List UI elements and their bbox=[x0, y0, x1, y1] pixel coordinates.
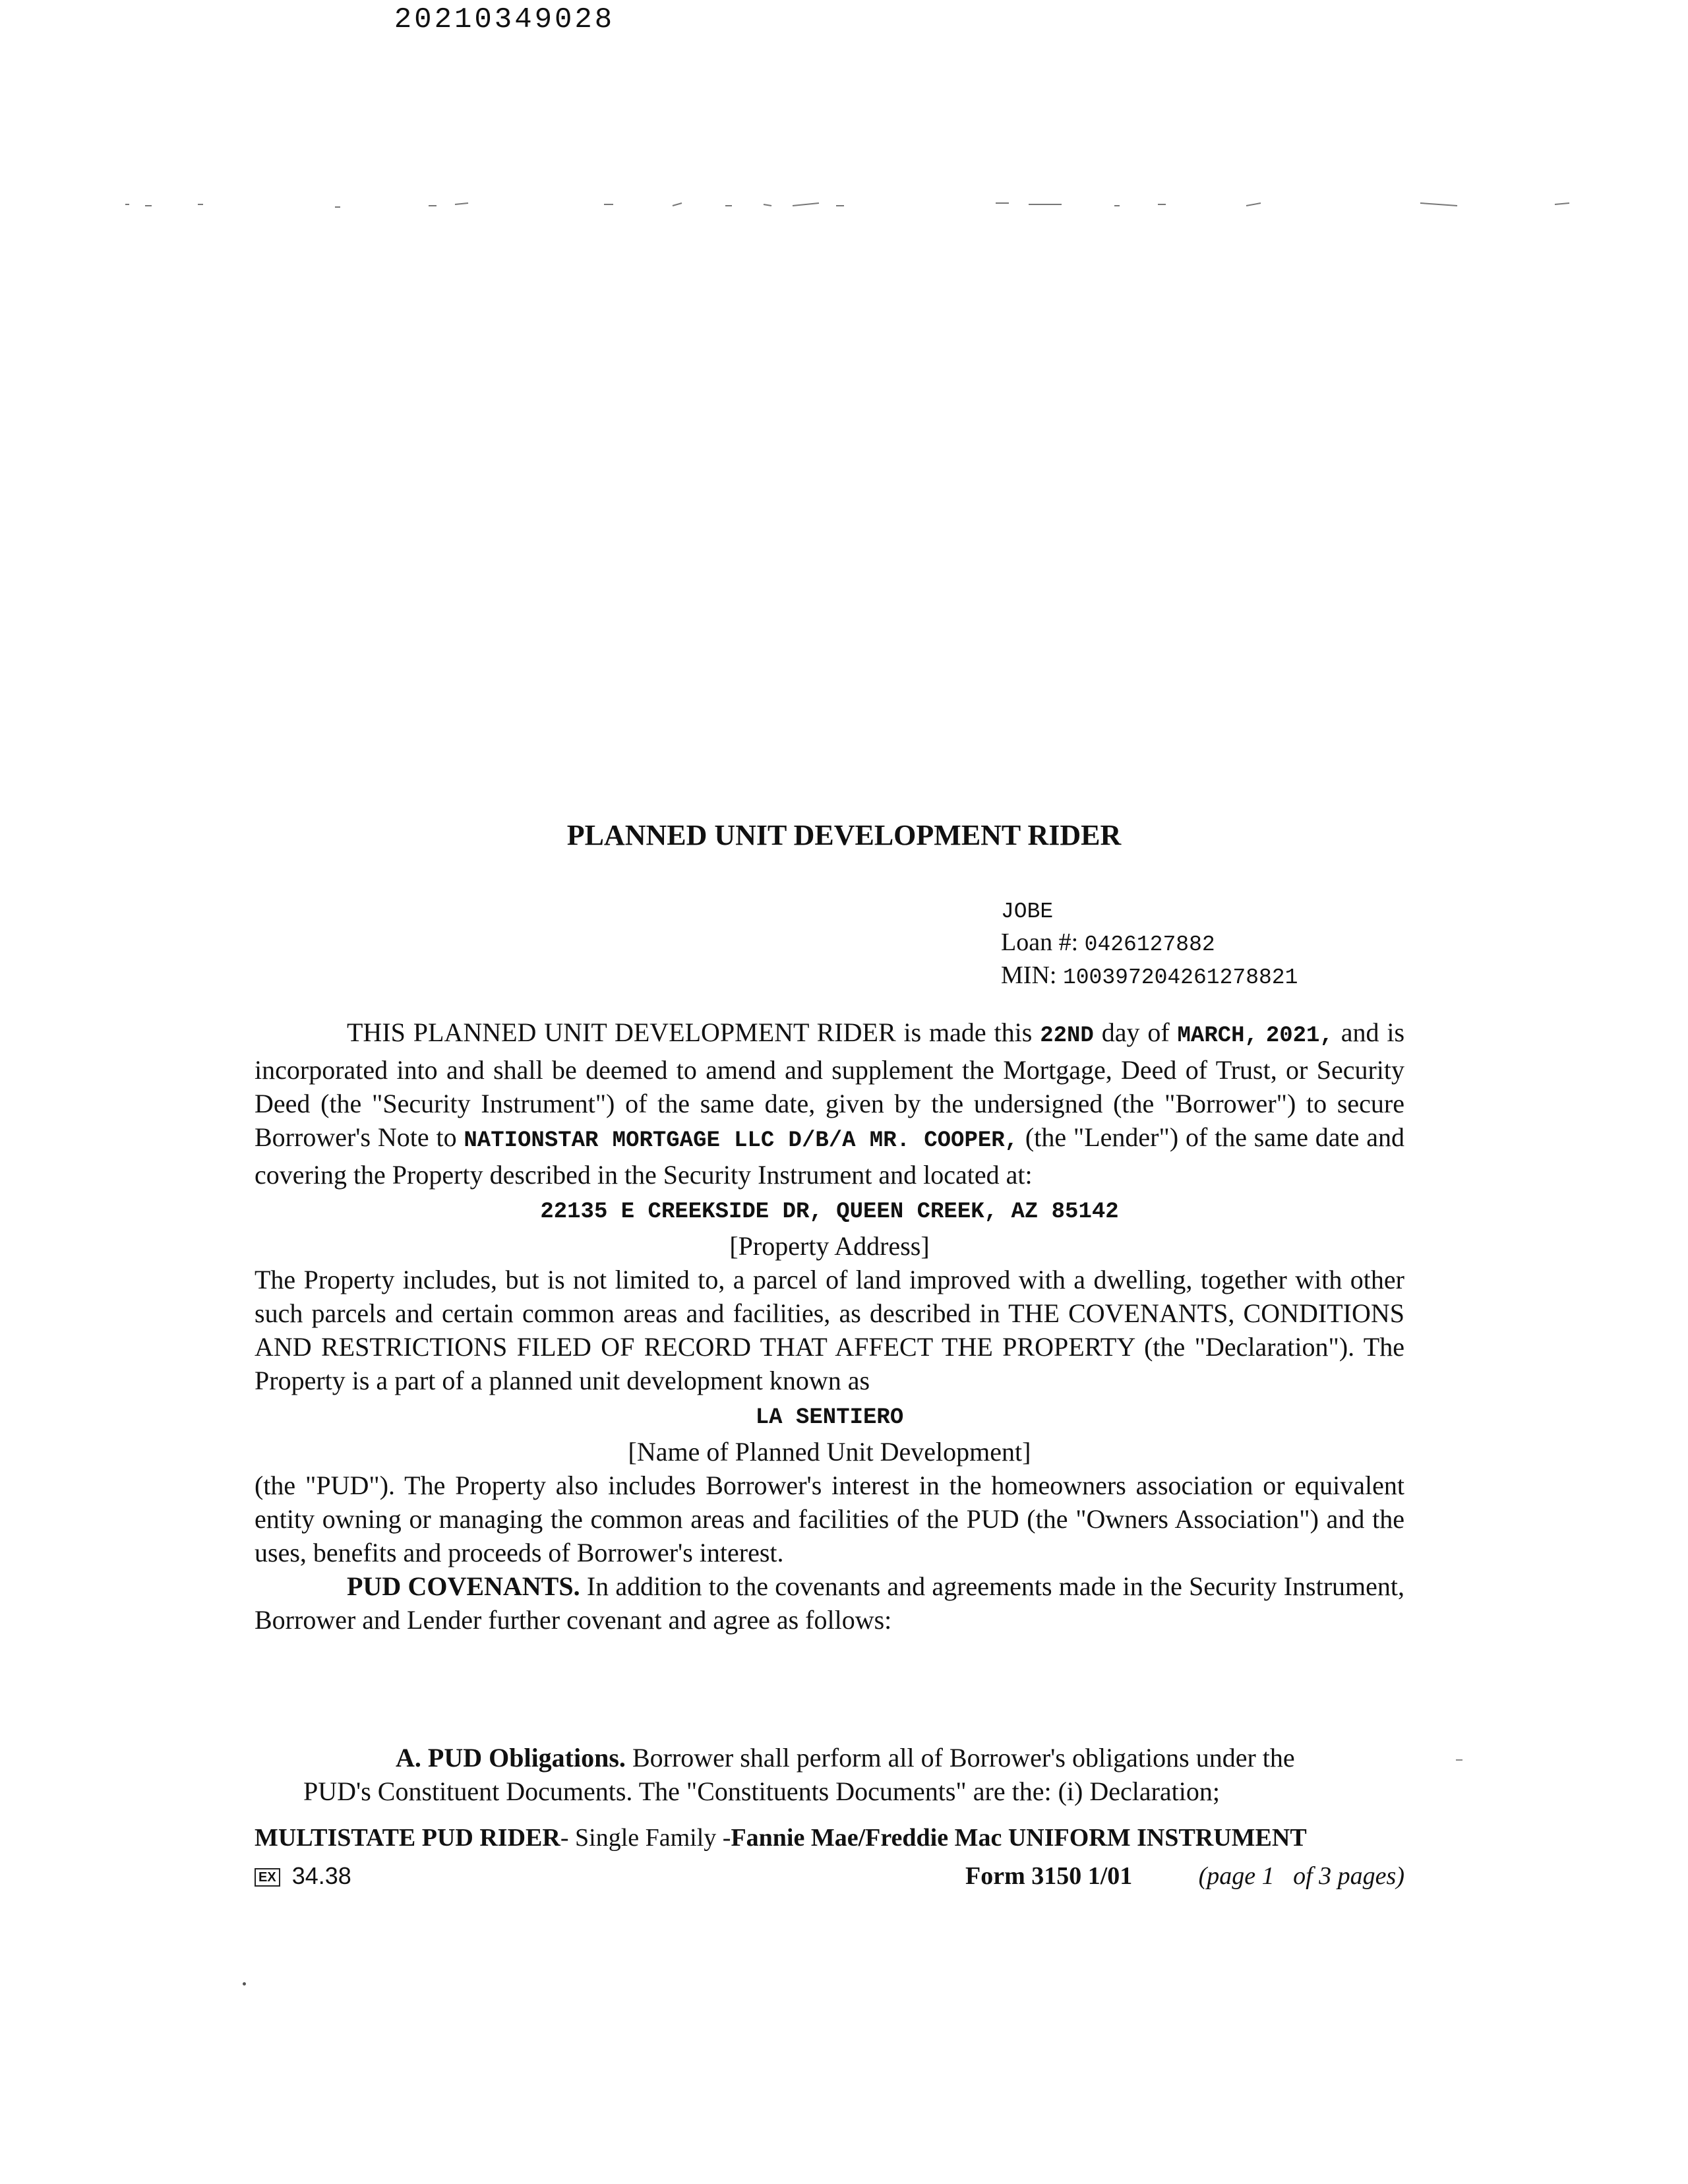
footer-instrument-line bbox=[255, 1819, 1404, 1857]
form-footer bbox=[255, 1819, 1404, 1895]
property-paragraph: The Property includes, but is not limited to, a parcel of land improved with a dwelling, together with other such parcels and certain common areas and facilities, as described in THE COVENANTS, CONDITIONS AND RESTRICTIONS FILED OF RECORD THAT AFFECT THE PROPERTY (the "Declaration"). The Property is a part of a planned unit development known as bbox=[255, 1265, 1404, 1395]
intro-text-a: THIS PLANNED UNIT DEVELOPMENT RIDER is made this bbox=[347, 1017, 1033, 1047]
min-label: MIN: bbox=[1001, 961, 1057, 989]
property-address-label: [Property Address] bbox=[729, 1231, 930, 1261]
form-code bbox=[255, 1857, 351, 1895]
property-address: 22135 E CREEKSIDE DR, QUEEN CREEK, AZ 85142 bbox=[540, 1199, 1119, 1225]
intro-paragraph bbox=[255, 1016, 1404, 1192]
form-code-number: 34.38 bbox=[291, 1862, 351, 1889]
obligations-heading: A. PUD Obligations. bbox=[396, 1743, 626, 1773]
covenants-heading: PUD COVENANTS. bbox=[347, 1571, 580, 1601]
pud-name: LA SENTIERO bbox=[755, 1405, 904, 1430]
loan-number-label: Loan #: bbox=[1001, 928, 1079, 956]
rider-body bbox=[255, 1016, 1404, 1637]
form-number: Form 3150 1/01 bbox=[965, 1862, 1133, 1890]
lender-name: NATIONSTAR MORTGAGE LLC D/B/A MR. COOPER, bbox=[464, 1128, 1019, 1153]
obligations-text: Borrower shall perform all of Borrower's obligations under the PUD's Constituent Documents. The "Constituents Documents" are the: (i) Declaration; bbox=[303, 1743, 1295, 1806]
obligations-paragraph bbox=[303, 1741, 1358, 1808]
page-current: (page 1 bbox=[1198, 1862, 1275, 1890]
loan-info-block bbox=[1001, 894, 1298, 993]
intro-text-d: (the "Lender") of the same date and covering the Property described in the Security Instrument and located at: bbox=[255, 1122, 1405, 1190]
property-address-block bbox=[255, 1192, 1404, 1229]
min-number: 100397204261278821 bbox=[1062, 965, 1298, 990]
pud-name-label: [Name of Planned Unit Development] bbox=[628, 1437, 1031, 1467]
footer-family-type: - Single Family - bbox=[560, 1824, 731, 1852]
scan-speck bbox=[243, 1982, 246, 1986]
intro-text-b: day of bbox=[1101, 1017, 1170, 1047]
rider-year: 2021, bbox=[1265, 1023, 1333, 1048]
intro-text-c: and is incorporated into and shall be deemed to amend and supplement the Mortgage, Deed of Trust, or Security Deed (the "Security Instrument") of the same date, given by the undersigned (the "Borrower") to secure Borrower's Note to bbox=[255, 1017, 1405, 1152]
scan-speck bbox=[1456, 1759, 1462, 1761]
footer-form-line bbox=[255, 1857, 1404, 1895]
page-number bbox=[1199, 1857, 1404, 1895]
rider-day: 22ND bbox=[1040, 1023, 1094, 1048]
form-vendor-icon: EX bbox=[255, 1868, 280, 1887]
covenants-text: In addition to the covenants and agreements made in the Security Instrument, Borrower and Lender further covenant and agree as follows: bbox=[255, 1571, 1405, 1635]
page-total: of 3 pages) bbox=[1293, 1862, 1404, 1890]
covenants-paragraph bbox=[255, 1569, 1404, 1637]
pud-name-block bbox=[255, 1397, 1404, 1435]
footer-uniform-instrument: Fannie Mae/Freddie Mac UNIFORM INSTRUMENT bbox=[731, 1824, 1307, 1852]
footer-rider-name: MULTISTATE PUD RIDER bbox=[255, 1824, 560, 1852]
rider-month: MARCH, bbox=[1177, 1023, 1258, 1048]
recording-number: 20210349028 bbox=[394, 3, 615, 36]
document-title: PLANNED UNIT DEVELOPMENT RIDER bbox=[566, 819, 1122, 851]
pud-paragraph: (the "PUD"). The Property also includes Borrower's interest in the homeowners association or equivalent entity owning or managing the common areas and facilities of the PUD (the "Owners Association") and the uses, benefits and proceeds of Borrower's interest. bbox=[255, 1471, 1404, 1567]
borrower-name: JOBE bbox=[1001, 899, 1054, 924]
scan-noise-line bbox=[125, 198, 1589, 211]
loan-number: 0426127882 bbox=[1084, 932, 1215, 957]
